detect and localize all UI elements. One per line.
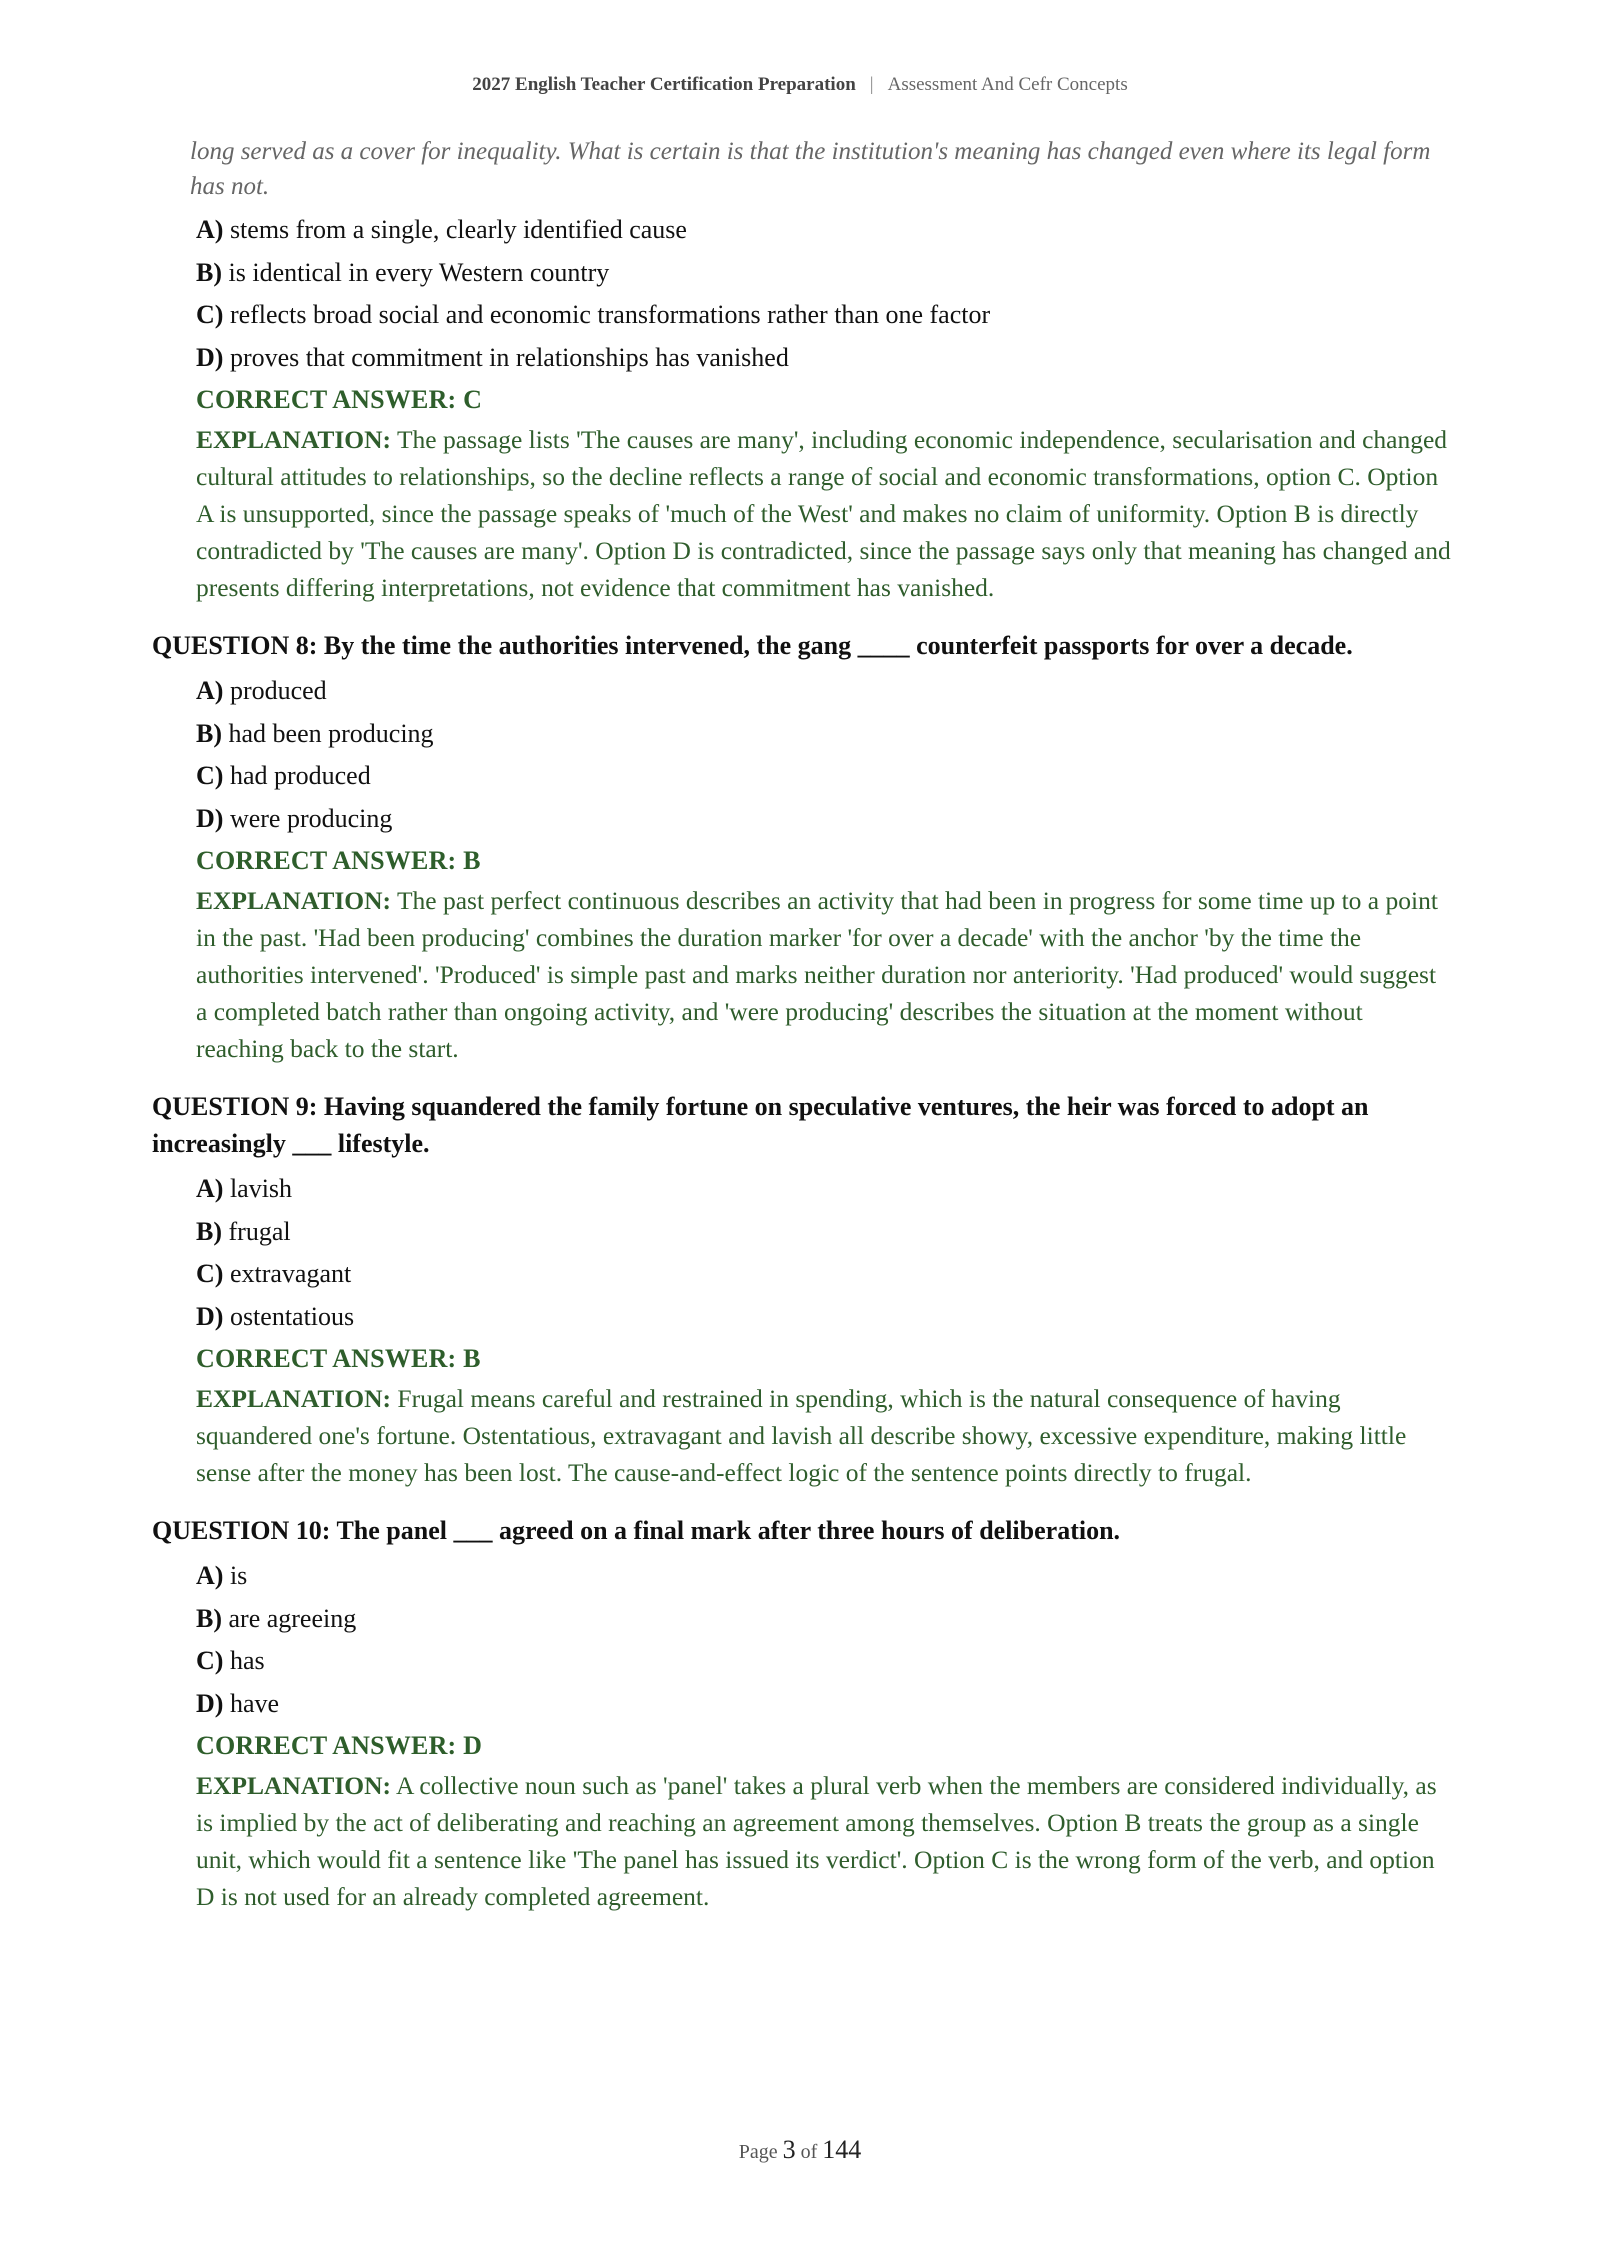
option-text: lavish [229, 1174, 293, 1203]
question-8-options [196, 670, 1452, 840]
option-letter: B) [196, 257, 222, 287]
question-8-stem: QUESTION 8: By the time the authorities intervened, the gang ____ counterfeit passports for over a decade. [152, 631, 1353, 660]
option-text: had been producing [228, 718, 434, 748]
option-b [196, 713, 1452, 756]
course-title: 2027 English Teacher Certification Preparation [472, 74, 856, 95]
option-text: has [229, 1646, 265, 1675]
question-7-options [196, 209, 1452, 379]
option-text: stems from a single, clearly identified cause [229, 215, 687, 244]
option-text: proves that commitment in relationships has vanished [229, 342, 789, 372]
option-text: produced [229, 676, 327, 705]
page-content [152, 134, 1452, 1915]
correct-answer: CORRECT ANSWER: B [196, 1344, 481, 1373]
explanation-label: EXPLANATION: [196, 1771, 392, 1800]
option-letter: D) [196, 342, 224, 372]
option-c [196, 294, 1452, 337]
option-text: had produced [229, 761, 371, 790]
explanation-text: Frugal means careful and restrained in spending, which is the natural consequence of having squandered one's fortune. Ostentatious, extravagant and lavish all describe showy, excessive expenditure, making little sense after the money has been lost. The cause-and-effect logic of the sentence points directly to frugal. [196, 1384, 1407, 1487]
option-letter: C) [196, 761, 224, 790]
option-text: ostentatious [229, 1301, 355, 1331]
option-d [196, 337, 1452, 380]
option-d [196, 1683, 1452, 1726]
passage-continuation: long served as a cover for inequality. What is certain is that the institution's meaning has changed even where its legal form has not. [190, 138, 1431, 200]
option-b [196, 1211, 1452, 1254]
option-a [196, 670, 1452, 713]
option-letter: D) [196, 803, 224, 833]
total-pages: 144 [822, 2135, 862, 2164]
option-text: are agreeing [228, 1603, 357, 1633]
page-header [0, 74, 1600, 96]
option-letter: C) [196, 1646, 224, 1675]
option-a [196, 1555, 1452, 1598]
option-c [196, 1253, 1452, 1296]
page-footer [0, 2135, 1600, 2165]
option-letter: B) [196, 1216, 222, 1246]
option-letter: B) [196, 718, 222, 748]
option-c [196, 1640, 1452, 1683]
correct-answer: CORRECT ANSWER: D [196, 1731, 483, 1760]
page-word: Page [738, 2141, 778, 2163]
correct-answer: CORRECT ANSWER: C [196, 385, 483, 414]
option-b [196, 1598, 1452, 1641]
option-a [196, 209, 1452, 252]
question-10-stem: QUESTION 10: The panel ___ agreed on a final mark after three hours of deliberation. [152, 1516, 1121, 1545]
explanation [196, 882, 1452, 1067]
option-letter: D) [196, 1301, 224, 1331]
header-separator: | [869, 74, 874, 95]
option-text: extravagant [229, 1259, 352, 1288]
explanation [196, 1767, 1452, 1915]
explanation-label: EXPLANATION: [196, 425, 392, 454]
explanation-text: The passage lists 'The causes are many', including economic independence, secularisation and changed cultural attitudes to relationships, so the decline reflects a range of social and economic transformations, option C. Option A is unsupported, since the passage speaks of 'much of the West' and makes no claim of uniformity. Option B is directly contradicted by 'The causes are many'. Option D is contradicted, since the passage says only that meaning has changed and presents differing interpretations, not evidence that commitment has vanished. [196, 425, 1451, 602]
of-word: of [800, 2141, 818, 2163]
option-letter: A) [196, 676, 224, 705]
option-d [196, 1296, 1452, 1339]
option-text: reflects broad social and economic transformations rather than one factor [229, 300, 991, 329]
option-c [196, 755, 1452, 798]
option-b [196, 252, 1452, 295]
option-text: have [229, 1688, 280, 1718]
question-9-options [196, 1168, 1452, 1338]
option-letter: B) [196, 1603, 222, 1633]
question-10-options [196, 1555, 1452, 1725]
option-letter: A) [196, 1174, 224, 1203]
explanation-label: EXPLANATION: [196, 1384, 392, 1413]
option-letter: A) [196, 1561, 224, 1590]
correct-answer: CORRECT ANSWER: B [196, 846, 481, 875]
explanation-text: A collective noun such as 'panel' takes a plural verb when the members are considered individually, as is implied by the act of deliberating and reaching an agreement among themselves. Option B treats the group as a single unit, which would fit a sentence like 'The panel has issued its verdict'. Option C is the wrong form of the verb, and option D is not used for an already completed agreement. [196, 1771, 1437, 1911]
option-letter: D) [196, 1688, 224, 1718]
option-text: were producing [229, 803, 393, 833]
option-letter: A) [196, 215, 224, 244]
explanation [196, 1380, 1452, 1491]
option-text: frugal [228, 1216, 291, 1246]
option-letter: C) [196, 1259, 224, 1288]
topic-title: Assessment And Cefr Concepts [887, 74, 1128, 95]
option-d [196, 798, 1452, 841]
option-text: is identical in every Western country [228, 257, 610, 287]
page-number: 3 [782, 2135, 796, 2164]
option-text: is [229, 1561, 248, 1590]
question-9-stem: QUESTION 9: Having squandered the family fortune on speculative ventures, the heir was forced to adopt an increasingly ___ lifestyle. [152, 1092, 1369, 1158]
explanation-text: The past perfect continuous describes an activity that had been in progress for some time up to a point in the past. 'Had been producing' combines the duration marker 'for over a decade' with the anchor 'by the time the authorities intervened'. 'Produced' is simple past and marks neither duration nor anteriority. 'Had produced' would suggest a completed batch rather than ongoing activity, and 'were producing' describes the situation at the moment without reaching back to the start. [196, 886, 1438, 1063]
option-letter: C) [196, 300, 224, 329]
explanation [196, 421, 1452, 606]
explanation-label: EXPLANATION: [196, 886, 392, 915]
option-a [196, 1168, 1452, 1211]
